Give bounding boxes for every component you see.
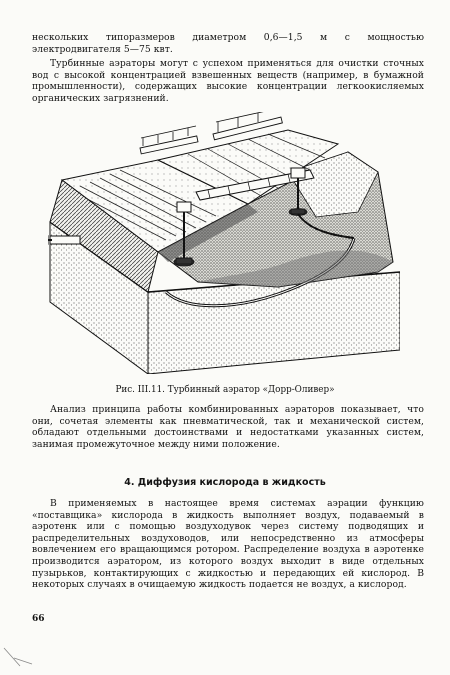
section-heading: 4. Диффузия кислорода в жидкость	[124, 477, 326, 488]
aeration-tank-drawing	[48, 112, 400, 374]
page-number: 66	[32, 614, 45, 624]
paragraph-analysis: Анализ принципа работы комбинированных аэраторов показывает, что они, сочетая элементы как пневматической, так и механической систем, обладают отдельными достоинствами и недостатками указанных систем, занимая промежуточное между ними положение.	[32, 404, 424, 450]
paragraph-turbine-aerators: Турбинные аэраторы могут с успехом применяться для очистки сточных вод с высокой концентрацией взвешенных веществ (например, в бумажной промышленности), содержащих высокие концентрации легкоокисляемых органических загрязнений.	[32, 58, 424, 104]
paragraph-oxygen-diffusion: В применяемых в настоящее время системах аэрации функцию «поставщика» кислорода в жидкость выполняет воздух, подаваемый в аэротенк или с помощью воздуходувок через систему подводящих и распределительных воздуховодов, или непосредственно из атмосферы вовлечением его вращающимся ротором. Распределение воздуха в аэротенке производится аэратором, из которого воздух выходит в виде отдельных пузырьков, контактирующих с жидкостью и передающих ей кислород. В некоторых случаях в очищаемую жидкость подается не воздух, а кислород.	[32, 498, 424, 591]
margin-scribble	[0, 640, 40, 670]
figure-caption: Рис. III.11. Турбинный аэратор «Дорр-Оливер»	[115, 385, 335, 395]
figure-turbine-aerator-illustration	[48, 112, 400, 374]
paragraph-continuation: нескольких типоразмеров диаметром 0,6—1,5 м с мощностью электродвигателя 5—75 квт.	[32, 32, 424, 55]
